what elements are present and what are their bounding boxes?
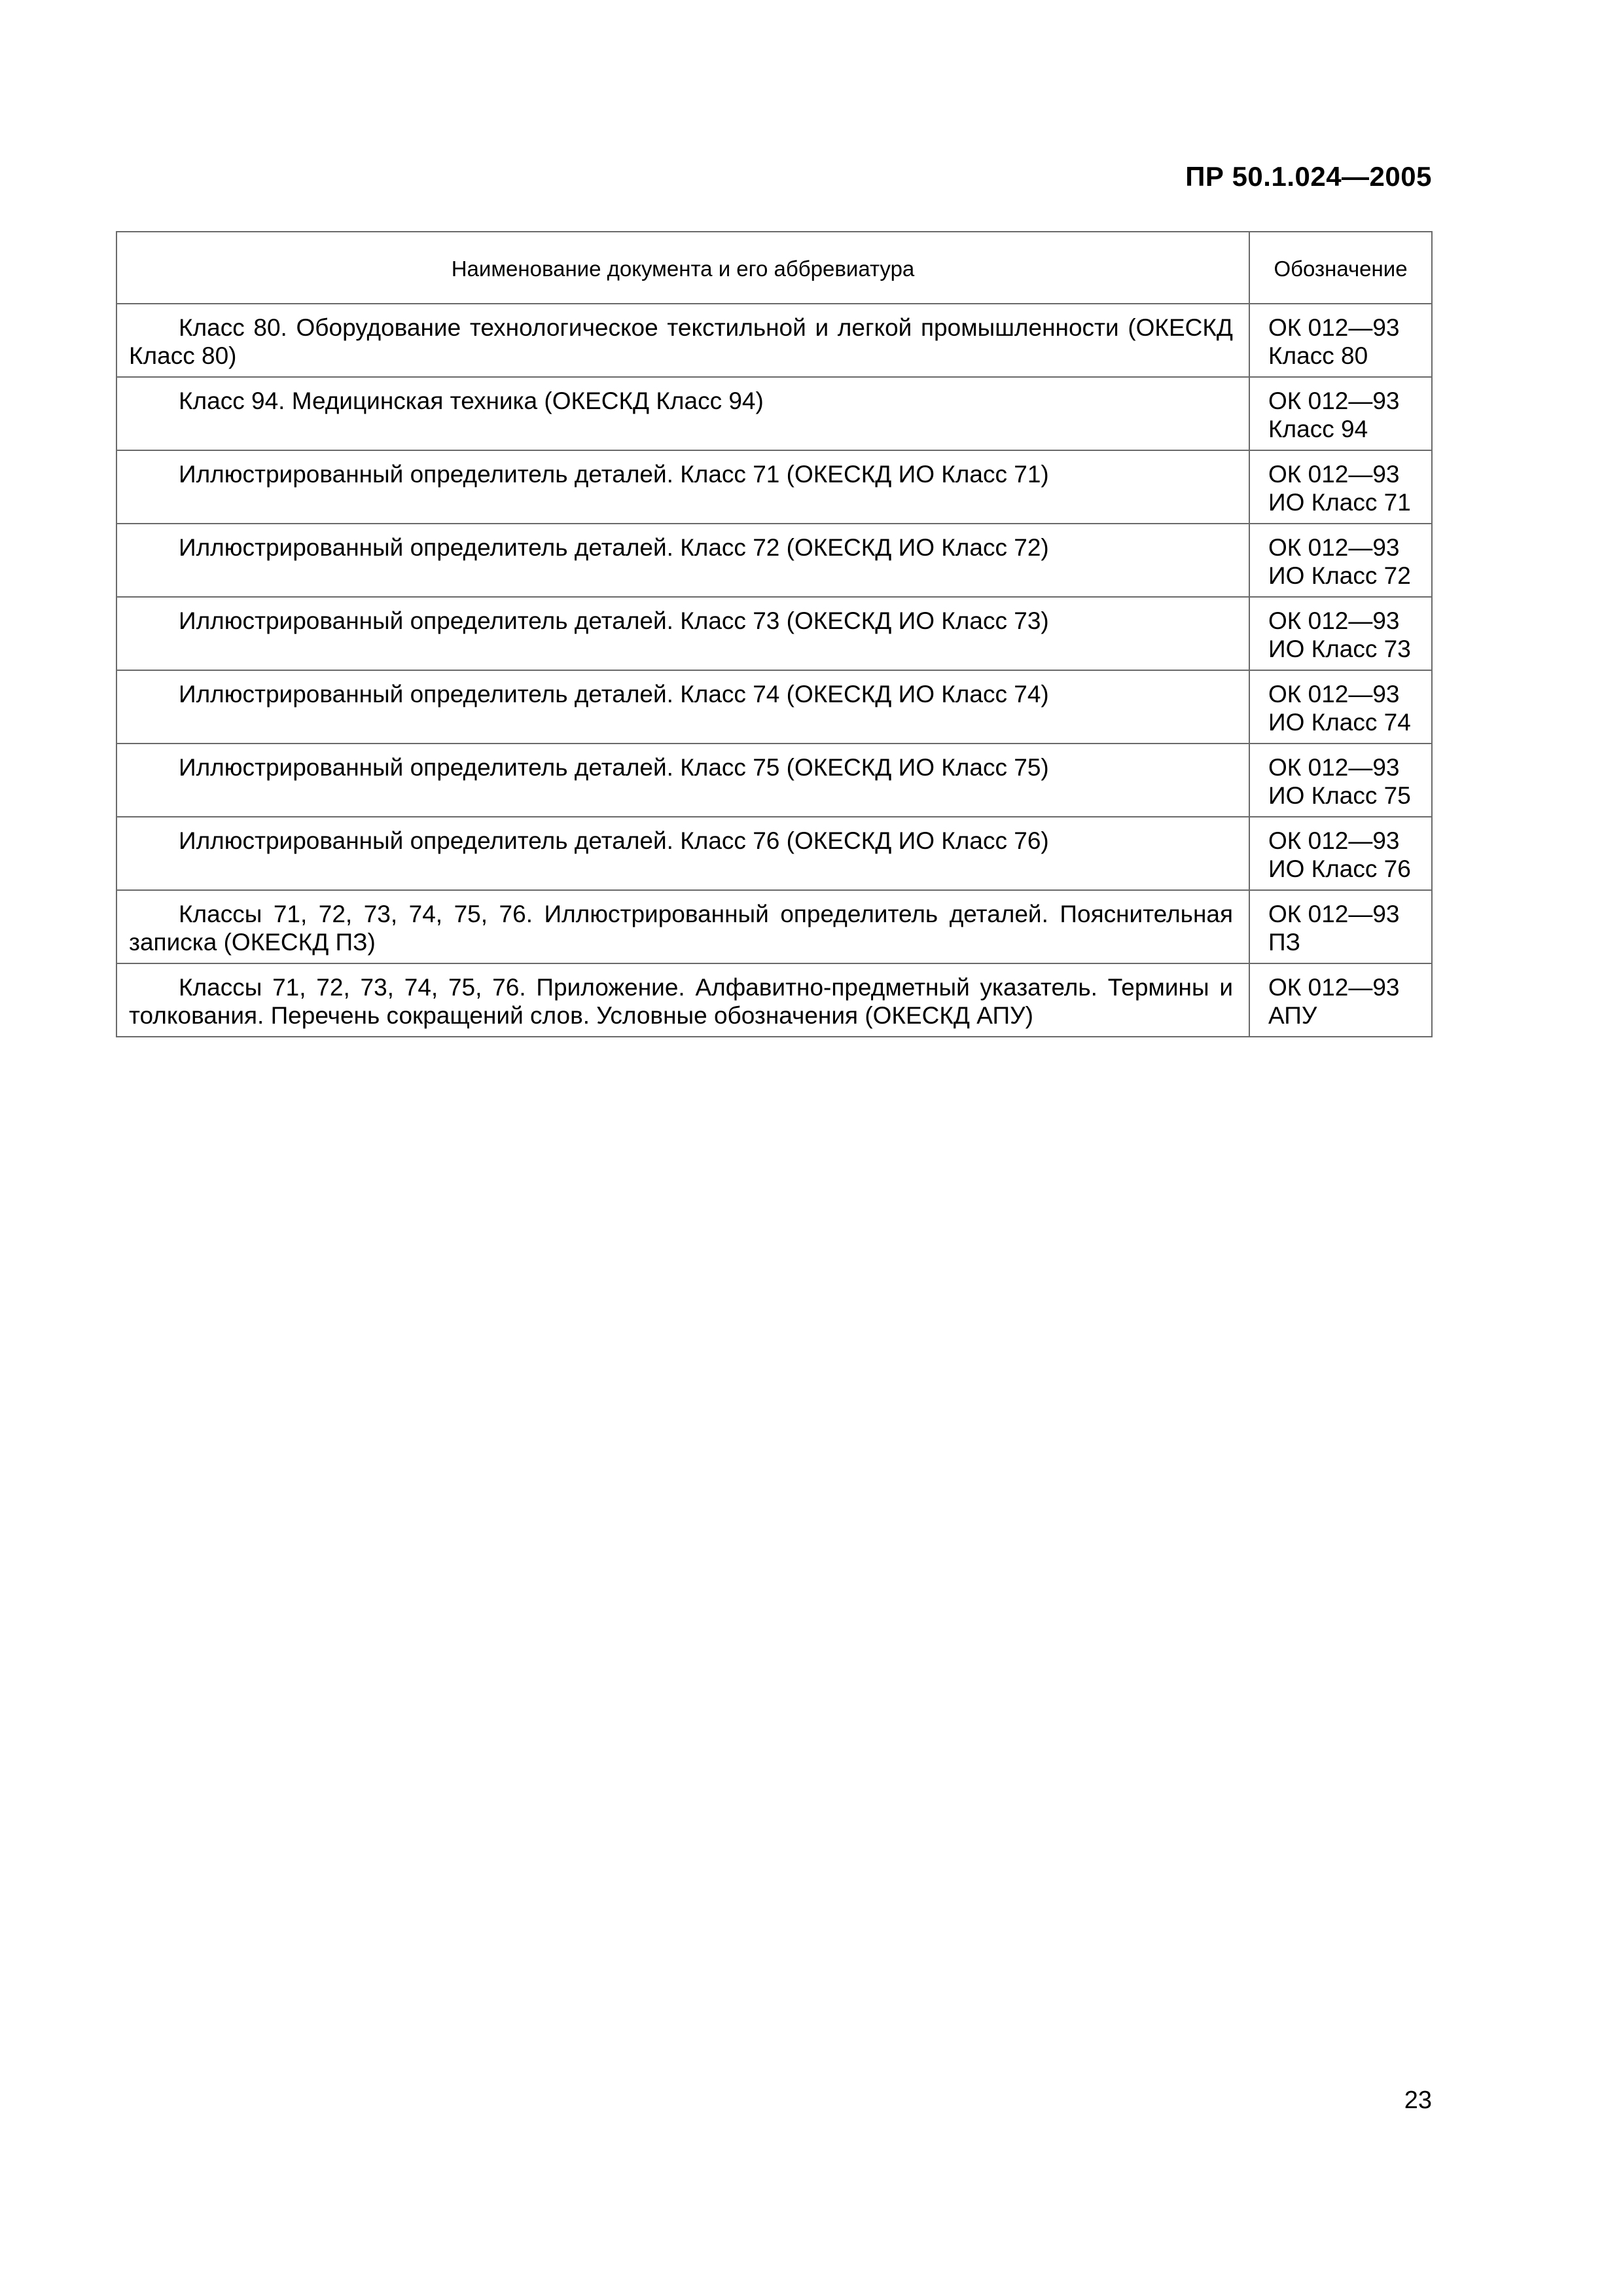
document-code: ПР 50.1.024—2005 xyxy=(1185,161,1432,192)
document-code-cell: ОК 012—93 ИО Класс 73 xyxy=(1249,597,1432,670)
page-number: 23 xyxy=(1404,2087,1432,2114)
table-row xyxy=(116,890,1432,963)
document-name-cell: Классы 71, 72, 73, 74, 75, 76. Иллюстрированный определитель деталей. Пояснительная записка (ОКЕСКД ПЗ) xyxy=(116,890,1249,963)
documents-table xyxy=(116,231,1433,1037)
column-header-code: Обозначение xyxy=(1249,232,1432,304)
document-name-cell: Иллюстрированный определитель деталей. Класс 76 (ОКЕСКД ИО Класс 76) xyxy=(116,817,1249,890)
document-name-cell: Класс 94. Медицинская техника (ОКЕСКД Класс 94) xyxy=(116,377,1249,450)
table-row xyxy=(116,524,1432,597)
document-code-cell: ОК 012—93 АПУ xyxy=(1249,963,1432,1037)
document-code-cell: ОК 012—93 ПЗ xyxy=(1249,890,1432,963)
document-code-cell: ОК 012—93 Класс 94 xyxy=(1249,377,1432,450)
table-row xyxy=(116,817,1432,890)
document-name-cell: Класс 80. Оборудование технологическое текстильной и легкой промышленности (ОКЕСКД Класс 80) xyxy=(116,304,1249,377)
document-name-cell: Классы 71, 72, 73, 74, 75, 76. Приложение. Алфавитно-предметный указатель. Термины и толкования. Перечень сокращений слов. Условные обозначения (ОКЕСКД АПУ) xyxy=(116,963,1249,1037)
document-name-cell: Иллюстрированный определитель деталей. Класс 73 (ОКЕСКД ИО Класс 73) xyxy=(116,597,1249,670)
table-row xyxy=(116,450,1432,524)
document-code-cell: ОК 012—93 ИО Класс 75 xyxy=(1249,744,1432,817)
table-row xyxy=(116,670,1432,744)
table-row xyxy=(116,744,1432,817)
table-header-row xyxy=(116,232,1432,304)
table-row xyxy=(116,597,1432,670)
document-code-cell: ОК 012—93 ИО Класс 74 xyxy=(1249,670,1432,744)
document-code-cell: ОК 012—93 ИО Класс 72 xyxy=(1249,524,1432,597)
document-code-cell: ОК 012—93 Класс 80 xyxy=(1249,304,1432,377)
table-row xyxy=(116,963,1432,1037)
document-name-cell: Иллюстрированный определитель деталей. Класс 74 (ОКЕСКД ИО Класс 74) xyxy=(116,670,1249,744)
column-header-name: Наименование документа и его аббревиатура xyxy=(116,232,1249,304)
table-row xyxy=(116,377,1432,450)
document-code-cell: ОК 012—93 ИО Класс 71 xyxy=(1249,450,1432,524)
document-name-cell: Иллюстрированный определитель деталей. Класс 71 (ОКЕСКД ИО Класс 71) xyxy=(116,450,1249,524)
document-name-cell: Иллюстрированный определитель деталей. Класс 75 (ОКЕСКД ИО Класс 75) xyxy=(116,744,1249,817)
document-code-cell: ОК 012—93 ИО Класс 76 xyxy=(1249,817,1432,890)
document-name-cell: Иллюстрированный определитель деталей. Класс 72 (ОКЕСКД ИО Класс 72) xyxy=(116,524,1249,597)
table-row xyxy=(116,304,1432,377)
